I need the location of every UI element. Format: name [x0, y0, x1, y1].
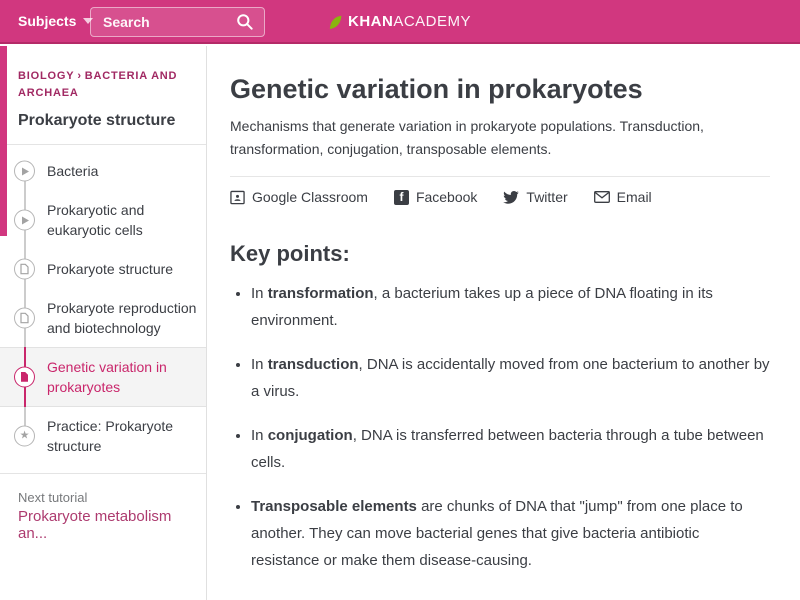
- share-label: Email: [616, 189, 652, 206]
- facebook-icon: f: [394, 190, 409, 205]
- google-classroom-icon: [230, 190, 245, 205]
- content-divider: [230, 176, 770, 177]
- key-point-transposable-elements: • Transposable elements are chunks of DNA that "jump" from one place to another. They can move bacterial genes that give bacteria antibiotic resistance or make them disease-causing.: [251, 493, 770, 574]
- share-label: Facebook: [415, 189, 478, 206]
- sidebar-item-label: Practice: Prokaryote structure: [47, 418, 174, 455]
- key-points-list: [230, 280, 770, 574]
- sidebar-item-practice-prokaryote-structure[interactable]: [0, 407, 206, 465]
- main-content: [208, 46, 800, 600]
- share-row: [230, 189, 770, 205]
- key-points-heading: Key points:: [230, 241, 350, 267]
- exercise-star-icon: ★: [14, 426, 35, 447]
- video-play-icon: [14, 210, 35, 231]
- video-play-icon: [14, 161, 35, 182]
- facebook-button[interactable]: [394, 189, 477, 205]
- email-button[interactable]: [594, 189, 652, 205]
- breadcrumb-bacteria-link[interactable]: BACTERIA AND ARCHAEA: [18, 70, 178, 100]
- sidebar-item-label: Bacteria: [47, 163, 99, 180]
- sidebar-item-prokaryote-structure[interactable]: [0, 249, 206, 289]
- sidebar-item-label: Prokaryote structure: [47, 261, 174, 278]
- article-doc-icon: [14, 367, 35, 388]
- key-point-conjugation: • In conjugation, DNA is transferred between bacteria through a tube between cells.: [251, 422, 770, 476]
- sidebar-item-prokaryotic-eukaryotic-cells[interactable]: [0, 191, 206, 249]
- tutorial-lesson-list: [0, 145, 206, 473]
- top-nav-bar: [0, 0, 800, 44]
- sidebar-item-label: Prokaryotic and eukaryotic cells: [47, 202, 145, 239]
- page-title: Genetic variation in prokaryotes: [230, 74, 643, 104]
- email-icon: [594, 191, 610, 203]
- key-point-transduction: • In transduction, DNA is accidentally moved from one bacterium to another by a virus.: [251, 351, 770, 405]
- next-tutorial-link[interactable]: Prokaryote metabolism an...: [18, 508, 172, 543]
- sidebar-tutorial-nav: [0, 46, 207, 600]
- sidebar-item-prokaryote-reproduction[interactable]: [0, 289, 206, 347]
- twitter-icon: [503, 191, 519, 204]
- breadcrumb-biology-link[interactable]: BIOLOGY: [18, 70, 75, 82]
- breadcrumb: [0, 46, 206, 102]
- logo-khan-text: KHAN: [347, 13, 394, 30]
- search-input[interactable]: [91, 14, 236, 30]
- subjects-menu-button[interactable]: [18, 13, 93, 29]
- logo-academy-text: ACADEMY: [393, 13, 472, 30]
- left-accent-strip: [0, 46, 7, 236]
- next-tutorial-section: [0, 474, 206, 542]
- sidebar-item-label: Genetic variation in prokaryotes: [47, 359, 167, 396]
- search-icon[interactable]: [236, 13, 264, 31]
- next-tutorial-label: Next tutorial: [18, 490, 88, 506]
- share-label: Google Classroom: [252, 189, 368, 206]
- key-point-transformation: • In transformation, a bacterium takes up a piece of DNA floating in its environment.: [251, 280, 770, 334]
- tutorial-title: Prokaryote structure: [18, 112, 176, 130]
- sidebar-item-genetic-variation-active[interactable]: [0, 347, 206, 407]
- breadcrumb-separator-icon: ›: [77, 70, 82, 82]
- sidebar-item-bacteria[interactable]: [0, 151, 206, 191]
- article-doc-icon: [14, 308, 35, 329]
- khan-academy-logo[interactable]: [329, 0, 471, 44]
- subjects-label: Subjects: [18, 13, 77, 29]
- twitter-button[interactable]: [503, 189, 567, 205]
- article-doc-icon: [14, 259, 35, 280]
- page-description: Mechanisms that generate variation in prokaryote populations. Transduction, transformation, conjugation, transposable elements.: [230, 118, 704, 158]
- leaf-icon: [329, 15, 342, 30]
- search-box[interactable]: [90, 7, 265, 37]
- share-label: Twitter: [526, 189, 568, 206]
- sidebar-item-label: Prokaryote reproduction and biotechnology: [47, 300, 197, 337]
- google-classroom-button[interactable]: [230, 189, 368, 205]
